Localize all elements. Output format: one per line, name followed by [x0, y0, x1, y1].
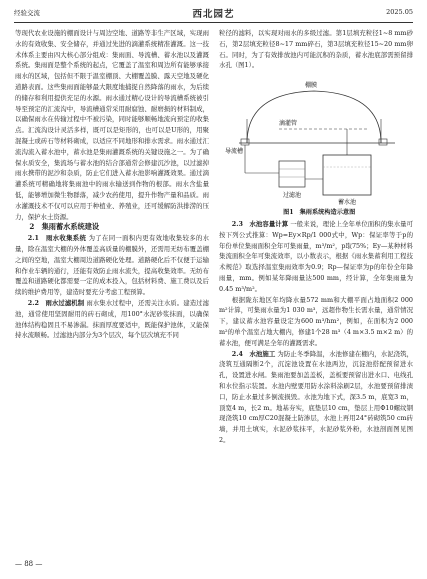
gutter — [379, 139, 387, 145]
paragraph — [219, 349, 413, 446]
subsection-title: 2.1 雨水收集系统 — [27, 234, 87, 243]
collection-system-diagram — [219, 73, 413, 208]
subsection-title: 2.4 水池施工 — [231, 349, 276, 358]
figure-number: 图1 — [283, 209, 294, 217]
figure-label: 棚膜 — [304, 82, 318, 90]
subsection-text: 雨水集水过程中，还需关注水质。建造过滤池，通常使用坚固耐用的砖石砌成，用100°水泥砂浆抹面，以确保池体结构稳固且不易渗漏。抹面厚度要适中，既能保护池体，又能保持水流顺畅。过滤池内部分为3个层次，每个层次填充不同 — [15, 298, 209, 340]
figure-label: 导流槽 — [225, 148, 244, 156]
journal-logo: 西北园艺 — [192, 9, 235, 20]
subsection-title: 2.3 水池容量计算 — [231, 219, 289, 228]
page-header — [14, 6, 413, 20]
figure-title: 集雨系统构造示意图 — [299, 209, 356, 217]
subsection-text: 一般来说，理论上全年单位面积的集水量可按下列公式推算：Wp=Ey×Rp/1 000式中，Wp：保证率等于p的年份单位集雨面积全年可集雨量，m³/m²，p取75%；Ey—某种材料集流面积全年可集流效率，以小数表示，根据《雨水集蓄利用工程技术规范》取选择温室集雨效率为0.9；Rp—保证率为p的年份全年降雨量，mm。例如某年降雨量达500 mm，经计算，全年集雨量为0.45 m³/m²。 — [219, 219, 413, 293]
storage-tank — [323, 155, 371, 195]
greenhouse-roof — [247, 91, 381, 143]
issue-date: 2025.05 — [386, 8, 413, 16]
paragraph: 粒径的滤料，以实现对雨水的多级过滤。第1层填充粒径1~8 mm砂石，第2层填充粒径8~17 mm碎石，第3层填充粒径15~20 mm卵石。同时，为了有效排放池内可能沉积的杂质，蓄水池底部需预留排水孔（图1）。 — [219, 29, 413, 70]
header-rule — [14, 22, 413, 23]
figure-label: 蓄水池 — [337, 199, 357, 207]
figure-caption — [219, 208, 413, 219]
right-column — [219, 28, 413, 446]
figure-label: 滴灌管 — [279, 120, 298, 128]
diagram-svg — [219, 73, 413, 208]
subsection-title: 2.2 雨水过滤机制 — [27, 298, 85, 307]
gutter — [241, 139, 249, 145]
subsection-text: 为了在同一面积内更有效地收集较多的水量，除在温室大棚的外体覆盖高质量的棚膜外，还需用无纺布覆盖棚之间的空地，温室大棚周边道路硬化处理。道路硬化后不仅便于运输和作业车辆的通行，还能有效防止雨水流失，提高收集效率。无纺布覆盖和道路硬化都需要一定的成本投入，包括材料费、施工费以及后续的维护费用等，建造时要充分考虑工程预算。 — [15, 234, 209, 297]
subsection-text: 为防止冬季降温，水池修建在棚内，水泥浇筑，浇筑互通隔断2个，沉淀池设置在水池两边，沉淀池搭配预留进水孔，设置进水闸。集雨池要加盖盖板，盖板要预留出进水口、电线孔和水位指示装置。水池内壁要用防水涂料涂刷2层，水池要预留排渍口，防止水量过多倒流损毁。水池为地下式，深3.5 m，底宽3 m，顶宽4 m，长2 m。地基夯实，底垫层10 cm，垫层上用Φ10螺纹钢现浇筑10 cm厚C20混凝土防渗层，水池上再用24°砖砌筑50 cm砖墙，并用土填实，水泥砂浆抹平，水泥砂浆外粉，水池剖面图见图2。 — [219, 349, 413, 444]
paragraph — [15, 233, 209, 298]
paragraph: 等现代农业设施的棚面设计与周边空地、道路等非生产区域，实现雨水的有效收集、安全储存，并通过先进的滴灌系统精准灌溉。这一技术体系主要由四大核心部分组成：集雨面、导流槽、蓄水池以及灌溉系统。集雨面是整个系统的起点，它覆盖了温室和周边所有能够承接雨水的区域，包括但不限于温室棚顶、大棚覆盖膜、露天空地及硬化道路表面。这些集雨面能够最大限度地捕捉自然降落的雨水，为后续的储存和利用提供充足的水源。雨水通过精心设计的导流槽系统被引导至预定的汇流沟中，导流槽通常采用耐腐蚀、耐磨损的材料制成，以确保雨水在传输过程中不被污染，同时能够顺畅地流向预定的收集点。汇流沟设计灵活多样，既可以是矩形的，也可以是U形的，用聚混凝土或砖石等材料砌成，以适应不同地形和排水需求。雨水通过汇流沟流入蓄水池中，蓄水池是集雨灌溉系统的关键设施之一。为了确保水质安全，集流场与蓄水池的结合部通常会修建沉沙池，以过滤掉雨水携带的泥沙和杂质，防止它们进入蓄水池影响灌溉效果。通过滴灌系统可精确地将集雨池中的雨水输送到作物的根部。雨水含盐量低，能够增加微生物群落，减少农药使用，提升作物产量和品质。雨水灌溉技术不仅可以应用于种植业、养殖业，还可缓解防洪排涝的压力，保护水土资源。 — [15, 29, 209, 221]
paragraph — [219, 219, 413, 295]
page-number: — 88 — — [15, 560, 43, 568]
header-column-label: 经验交流 — [14, 9, 40, 17]
paragraph — [15, 298, 209, 341]
filter-pit — [279, 161, 305, 187]
section-heading: 2 集雨蓄水系统建设 — [29, 222, 100, 232]
paragraph: 根据陇东地区年均降水量572 mm和大棚平面占地面积2 000 m²计算，可集雨水量为1 030 m³，远超作物生长需水量，通常情况下，建议蓄水池容量设定为600 m³/hm²，例如，在面积为2 000 m²的单个温室占地大棚内，修建1个28 m³（4 m×3.5 m×2 m）的蓄水池，便可满足全年的灌溉需求。 — [219, 295, 413, 347]
left-column — [15, 28, 209, 341]
figure-label: 过滤池 — [282, 192, 302, 200]
